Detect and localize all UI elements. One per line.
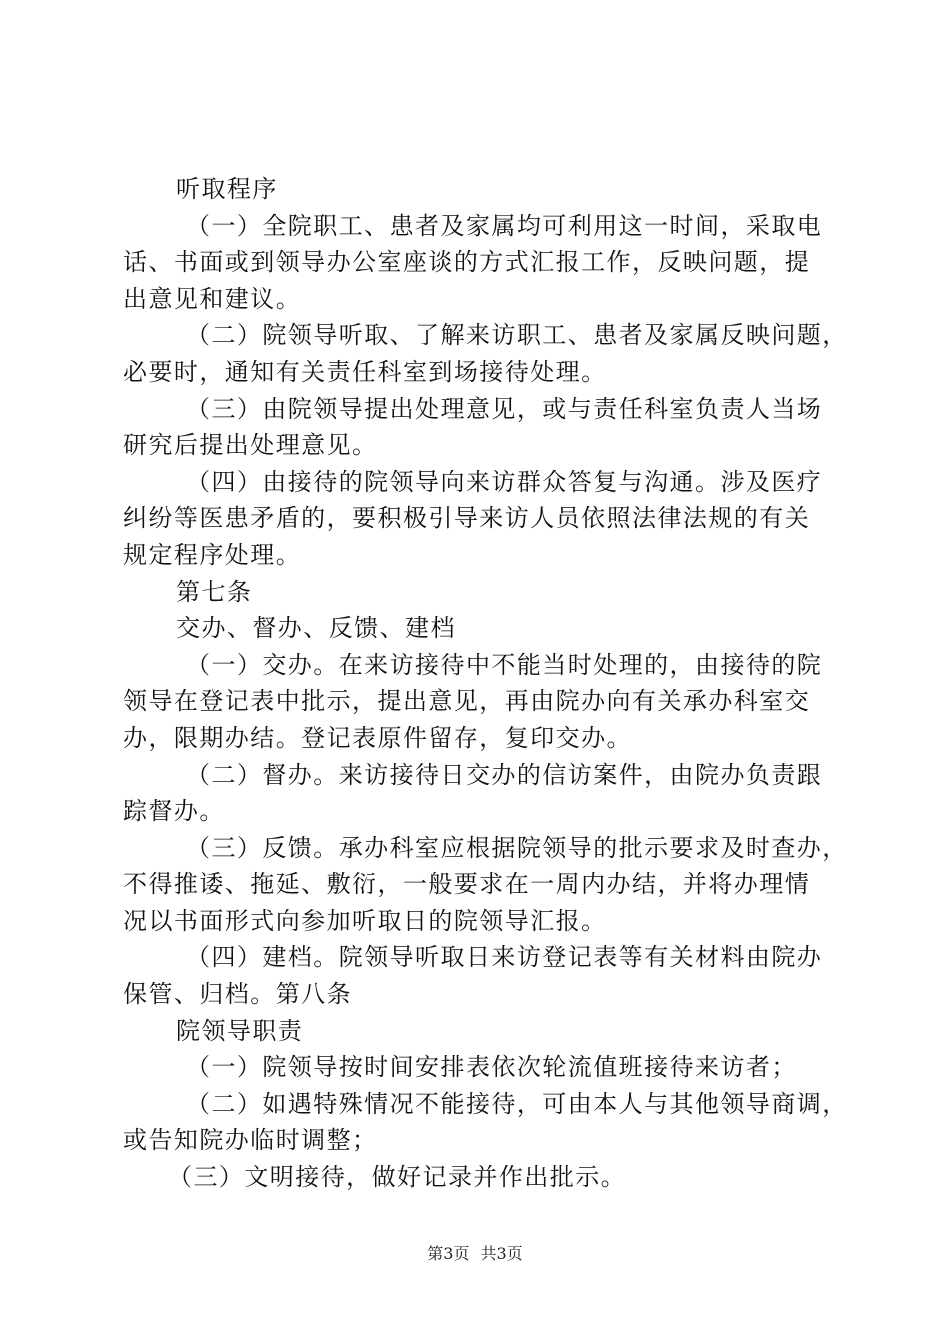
paragraph-line: 出意见和建议。 [123,284,302,313]
page-total: 共3页 [480,1244,523,1263]
paragraph-line: （二）督办。来访接待日交办的信访案件，由院办负责跟 [186,760,823,789]
paragraph-line: （四）由接待的院领导向来访群众答复与沟通。涉及医疗 [186,467,823,496]
paragraph-line: （三）反馈。承办科室应根据院领导的批示要求及时查办， [186,833,848,862]
paragraph-line: 踪督办。 [123,797,225,826]
paragraph-line: （三）文明接待，做好记录并作出批示。 [168,1163,627,1192]
section-heading-duties: 院领导职责 [176,1016,304,1045]
paragraph-line: （一）全院职工、患者及家属均可利用这一时间，采取电 [186,211,823,240]
page-number: 第3页 [427,1244,470,1263]
page-footer [0,1243,950,1265]
heading-listen-procedure: 听取程序 [176,175,278,203]
paragraph-line: 或告知院办临时调整； [123,1126,378,1155]
article-seven-heading: 第七条 [176,577,253,606]
paragraph-line: 必要时，通知有关责任科室到场接待处理。 [123,357,607,386]
paragraph-line: 研究后提出处理意见。 [123,431,378,460]
paragraph-line: 规定程序处理。 [123,540,302,569]
section-heading-assign: 交办、督办、反馈、建档 [176,614,456,643]
paragraph-line: （一）交办。在来访接待中不能当时处理的，由接待的院 [186,650,823,679]
paragraph-line: （二）院领导听取、了解来访职工、患者及家属反映问题， [186,321,848,350]
paragraph-line: 况以书面形式向参加听取日的院领导汇报。 [123,906,607,935]
paragraph-line: 纠纷等医患矛盾的，要积极引导来访人员依照法律法规的有关 [123,504,811,533]
paragraph-line: （三）由院领导提出处理意见，或与责任科室负责人当场 [186,394,823,423]
paragraph-line: 保管、归档。第八条 [123,980,353,1009]
document-body [123,171,848,1196]
paragraph-line: （二）如遇特殊情况不能接待，可由本人与其他领导商调， [186,1089,848,1118]
paragraph-line: 领导在登记表中批示，提出意见，再由院办向有关承办科室交 [123,687,811,716]
paragraph-line: 不得推诿、拖延、敷衍，一般要求在一周内办结，并将办理情 [123,870,811,899]
paragraph-line: （四）建档。院领导听取日来访登记表等有关材料由院办 [186,943,823,972]
paragraph-line: 话、书面或到领导办公室座谈的方式汇报工作，反映问题，提 [123,248,811,277]
paragraph-line: 办，限期办结。登记表原件留存，复印交办。 [123,723,632,752]
paragraph-line: （一）院领导按时间安排表依次轮流值班接待来访者； [186,1053,797,1082]
